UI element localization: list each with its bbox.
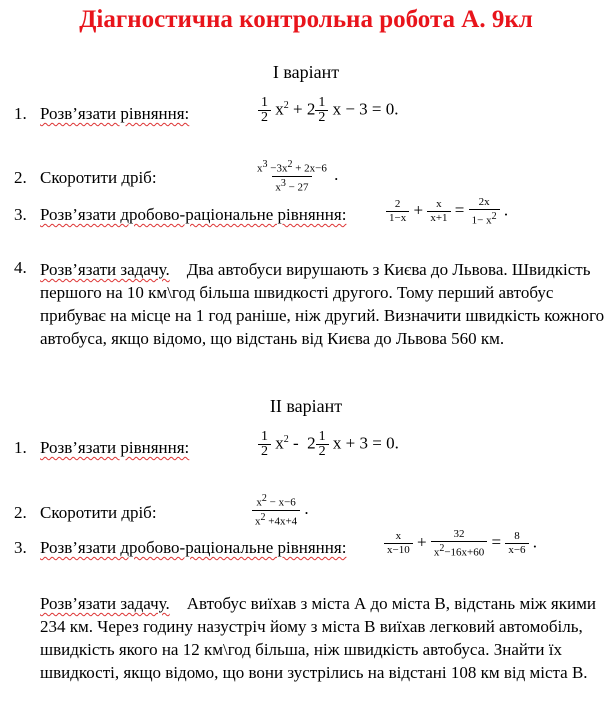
fraction-expression: $\frac{x^3 -3x^2 + 2x-6}{x^3 - 27}$ . bbox=[257, 159, 339, 194]
equation: $\frac{1}{2}$ $x^2 + 2$ $\frac{1}{2}$ x − 3 = 0. bbox=[258, 96, 399, 125]
task-number: 3. bbox=[14, 205, 27, 224]
problem-text: Автобус виїхав з міста А до міста В, відстань між якими 234 км. Через годину назустріч йому з міста В виїхав легковий автомобіль, швидкість якого на 12 км\год більша, ніж швидкість автобуса. Знайти їх швидкості, якщо відомо, що вони зустрілись на відстані 108 км від міста В. bbox=[40, 594, 596, 682]
task-text: Розв’язати дробово-раціональне рівняння: bbox=[40, 205, 347, 224]
equation: $\frac{1}{2}$ $x^2 - 2$ $\frac{1}{2}$ x + 3 = 0. bbox=[258, 430, 399, 459]
equation: $\frac{x}{x-10}$ + $\frac{32}{x^2-16x+60}$ = $\frac{8}{x-6}$ . bbox=[384, 528, 537, 560]
task-problem bbox=[40, 258, 608, 350]
task-number: 2. bbox=[14, 168, 27, 187]
problem-text: Два автобуси вирушають з Києва до Львова. Швидкість першого на 10 км\год більша швидкості другого. Тому перший автобус прибуває на місце на 1 год раніше, ніж другий. Визначити швидкість кожного автобуса, якщо відомо, що відстань від Києва до Львова 560 км. bbox=[40, 260, 605, 348]
task-number: 4. bbox=[14, 258, 27, 277]
task-number: 2. bbox=[14, 503, 27, 522]
task-text: Скоротити дріб: bbox=[40, 168, 157, 187]
task-problem bbox=[40, 592, 608, 684]
task-lead: Розв’язати задачу. bbox=[40, 594, 170, 613]
task-text: Розв’язати рівняння: bbox=[40, 104, 190, 123]
task-text: Розв’язати дробово-раціональне рівняння: bbox=[40, 538, 347, 557]
variant-1-heading: I варіант bbox=[272, 62, 340, 82]
task-text: Скоротити дріб: bbox=[40, 503, 157, 522]
task-number: 1. bbox=[14, 438, 27, 457]
task-number: 1. bbox=[14, 104, 27, 123]
equation: $\frac{2}{1-x}$ + $\frac{x}{x+1}$ = $\frac{2x}{1- x^2}$ . bbox=[386, 196, 508, 228]
task-lead: Розв’язати задачу. bbox=[40, 260, 170, 279]
variant-2-heading: II варіант bbox=[269, 396, 343, 416]
fraction-expression: $\frac{x^2 - x-6}{x^2 +4x+4}$ . bbox=[252, 492, 309, 528]
page-title: Діагностична контрольна робота А. 9кл bbox=[79, 6, 533, 33]
task-number: 3. bbox=[14, 538, 27, 557]
task-text: Розв’язати рівняння: bbox=[40, 438, 190, 457]
